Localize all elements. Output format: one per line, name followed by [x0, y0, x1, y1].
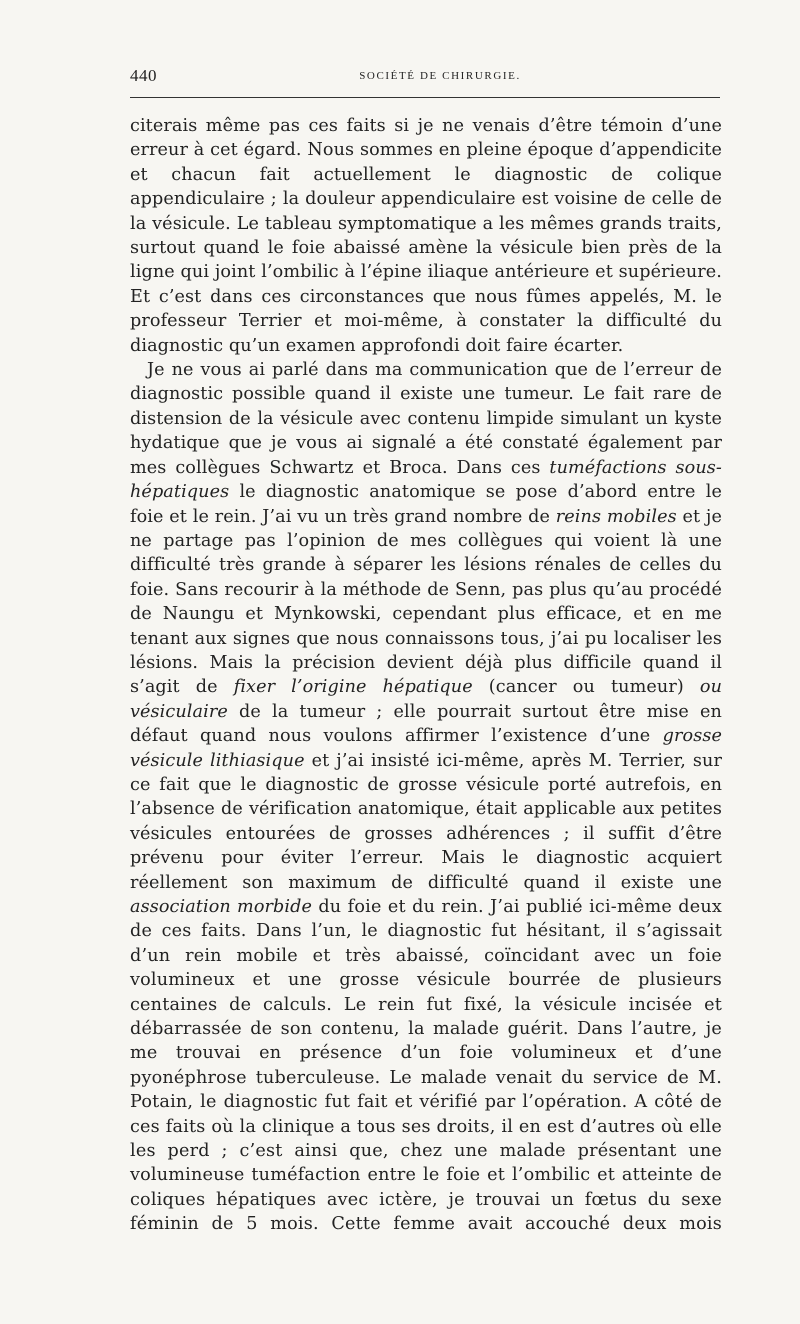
page-header	[130, 66, 720, 92]
running-head: SOCIÉTÉ DE CHIRURGIE.	[359, 70, 521, 82]
italic-term: tuméfactions sous-hépatiques	[130, 457, 722, 503]
paragraph-2	[130, 358, 722, 1237]
italic-term: association morbide	[130, 897, 313, 917]
text-segment: du foie et du rein. J’ai publié ici-même deux de ces faits. Dans l’un, le diagnostic fut hésitant, il s’agissait d’un rein mobile et très abaissé, coïncidant avec un foie volumineux et une grosse vésicule bourrée de plusieurs centaines de calculs. Le rein fut fixé, la vésicule incisée et débarrassée de son contenu, la malade guérit. Dans l’autre, je me trouvai en présence d’un foie volumineux et d’une pyonéphrose tuberculeuse. Le malade venait du service de M. Potain, le diagnostic fut fait et vérifié par l’opération. A côté de ces faits où la clinique a tous ses droits, il en est d’autres où elle les perd ; c’est ainsi que, chez une malade présentant une volumineuse tuméfaction entre le foie et l’ombilic et atteinte de coliques hépatiques avec ictère, je trouvai un fœtus du sexe féminin de 5 mois. Cette femme avait accouché deux mois	[130, 897, 722, 1235]
text-segment: Je ne vous ai parlé dans ma communication que de l’erreur de diagnostic possible quand il existe une tumeur. Le fait rare de distension de la vésicule avec contenu limpide simulant un kyste hydatique que je vous ai signalé a été constaté également par mes collègues Schwartz et Broca. Dans ces	[130, 360, 722, 478]
text-segment: le diagnostic anatomique se pose d’abord entre le foie et le rein. J’ai vu un très grand nombre de	[130, 482, 722, 527]
text-segment: et j’ai insisté ici-même, après M. Terrier, sur ce fait que le diagnostic de grosse vésicule porté autrefois, en l’absence de vérification anatomique, était applicable aux petites vésicules entourées de grosses adhérences ; il suffit d’être prévenu pour éviter l’erreur. Mais le diagnostic acquiert réellement son maximum de difficulté quand il existe une	[130, 750, 722, 893]
text-segment: de la tumeur ; elle pourrait surtout être mise en défaut quand nous voulons affirmer l’existence d’une	[130, 701, 722, 747]
italic-term: grosse vésicule lithiasique	[130, 726, 722, 771]
page-number: 440	[130, 66, 157, 85]
text-segment: et je ne partage pas l’opinion de mes collègues qui voient là une difficulté très grande à séparer les lésions rénales de celles du foie. Sans recourir à la méthode de Senn, pas plus qu’au procédé de Naungu et Mynkowski, cependant plus efficace, et en me tenant aux signes que nous connaissons tous, j’ai pu localiser les lésions. Mais la précision devient déjà plus difficile quand il s’agit de	[130, 506, 723, 698]
text-segment: citerais même pas ces faits si je ne venais d’être témoin d’une erreur à cet égard. Nous sommes en pleine époque d’appendicite et chacun fait actuellement le diagnostic de colique appendiculaire ; la douleur appendiculaire est voisine de celle de la vésicule. Le tableau symptomatique a les mêmes grands traits, surtout quand le foie abaissé amène la vésicule bien près de la ligne qui joint l’ombilic à l’épine iliaque antérieure et supérieure. Et c’est dans ces circonstances que nous fûmes appelés, M. le professeur Terrier et moi-même, à constater la difficulté du diagnostic qu’un examen approfondi doit faire écarter.	[130, 116, 722, 356]
text-segment: (cancer ou tumeur)	[472, 677, 700, 698]
body-text	[130, 114, 722, 1237]
italic-term: reins mobiles	[555, 506, 677, 527]
paragraph-1	[130, 114, 722, 358]
italic-term: ou vésiculaire	[130, 677, 723, 722]
italic-term: fixer l’origine hépatique	[233, 677, 473, 698]
header-rule	[130, 97, 720, 98]
